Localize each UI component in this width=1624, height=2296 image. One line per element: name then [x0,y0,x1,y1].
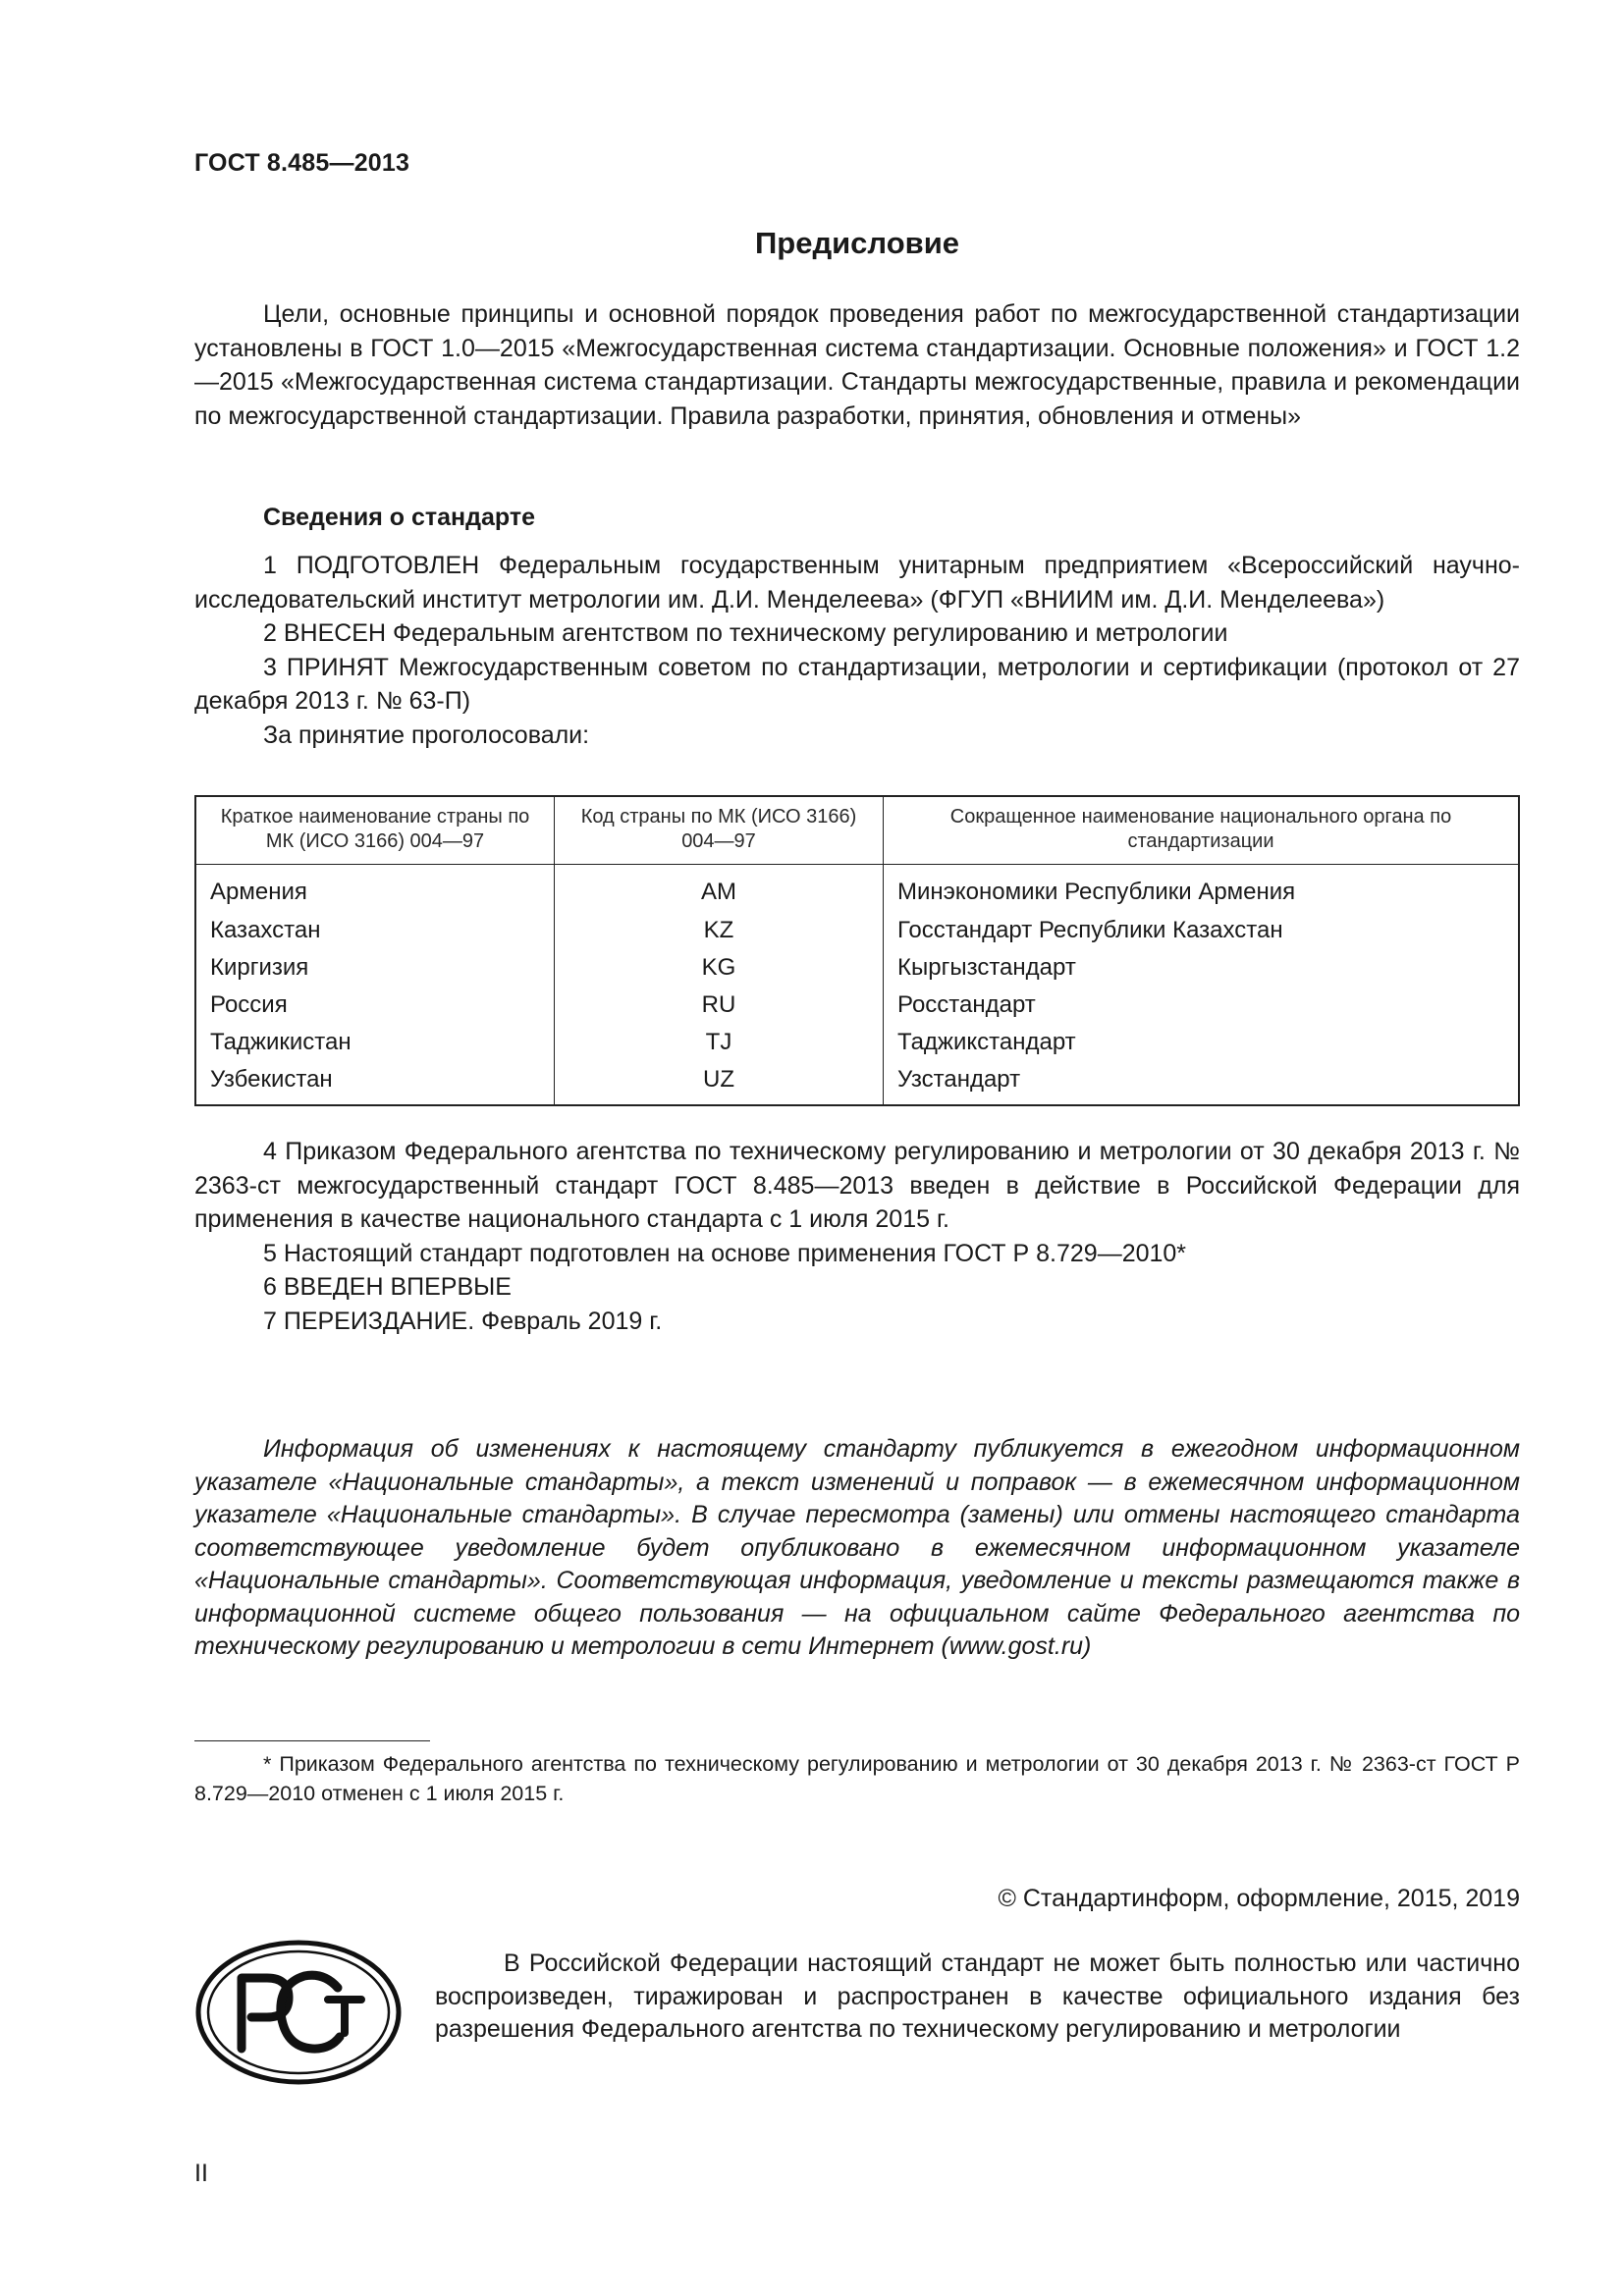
item-adopted: 3 ПРИНЯТ Межгосударственным советом по стандартизации, метрологии и сертификации (протокол от 27 декабря 2013 г. № 63-П) [194,653,1520,715]
country-code-cell: TJ [555,1024,884,1061]
rst-certification-mark-icon [194,1939,403,2086]
table-row [195,865,1519,913]
standards-body-cell: Узстандарт [884,1061,1520,1105]
table-row [195,949,1519,987]
preface-paragraph: Цели, основные принципы и основной порядок проведения работ по межгосударственной стандартизации установлены в ГОСТ 1.0—2015 «Межгосударственная система стандартизации. Основные положения» и ГОСТ 1.2—2015 «Межгосударственная система стандартизации. Стандарты межгосударственные, правила и рекомендации по межгосударственной стандартизации. Правила разработки, принятия, обновления и отмены» [194,300,1520,430]
table-row [195,912,1519,949]
country-code-cell: KG [555,949,884,987]
item-prepared: 1 ПОДГОТОВЛЕН Федеральным государственным унитарным предприятием «Всероссийский научно-исследовательский институт метрологии им. Д.И. Менделеева» (ФГУП «ВНИИМ им. Д.И. Менделеева») [194,552,1520,614]
about-items-before-table [194,549,1520,752]
voting-countries-table [194,795,1520,1106]
standards-body-cell: Кыргызстандарт [884,949,1520,987]
changes-info-notice: Информация об изменениях к настоящему стандарту публикуется в ежегодном информационном указателе «Национальные стандарты», а текст изменений и поправок — в ежемесячном информационном указателе «Национальные стандарты». В случае пересмотра (замены) или отмены настоящего стандарта соответствующее уведомление будет опубликовано в ежемесячном информационном указателе «Национальные стандарты». Соответствующая информация, уведомление и тексты размещаются также в информационной системе общего пользования — на официальном сайте Федерального агентства по техническому регулированию и метрологии в сети Интернет (www.gost.ru) [194,1435,1520,1660]
country-name-cell: Казахстан [195,912,555,949]
country-code-cell: AM [555,865,884,913]
document-code: ГОСТ 8.485—2013 [194,149,410,177]
preface-section [194,297,1520,433]
item-reissue: 7 ПЕРЕИЗДАНИЕ. Февраль 2019 г. [263,1307,663,1335]
about-standard-heading: Сведения о стандарте [263,504,536,531]
standards-body-cell: Таджикстандарт [884,1024,1520,1061]
copyright-notice: © Стандартинформ, оформление, 2015, 2019 [998,1885,1520,1912]
rights-notice: В Российской Федерации настоящий стандарт не может быть полностью или частично воспроизведен, тиражирован и распространен в качестве официального издания без разрешения Федерального агентства по техническому регулированию и метрологии [435,1949,1520,2043]
page-number: II [194,2160,208,2187]
standards-body-cell: Минэкономики Республики Армения [884,865,1520,913]
country-code-cell: UZ [555,1061,884,1105]
item-voted: За принятие проголосовали: [263,721,590,749]
table-row [195,987,1519,1024]
country-code-cell: RU [555,987,884,1024]
standards-body-cell: Росстандарт [884,987,1520,1024]
country-name-cell: Таджикистан [195,1024,555,1061]
header-standards-body: Сокращенное наименование национального органа по стандартизации [884,796,1520,865]
country-name-cell: Армения [195,865,555,913]
table-row [195,1024,1519,1061]
header-country-code: Код страны по МК (ИСО 3166) 004—97 [555,796,884,865]
country-code-cell: KZ [555,912,884,949]
item-basis: 5 Настоящий стандарт подготовлен на основе применения ГОСТ Р 8.729—2010* [263,1239,1187,1267]
item-enacted: 4 Приказом Федерального агентства по техническому регулированию и метрологии от 30 декабря 2013 г. № 2363-ст межгосударственный стандарт ГОСТ 8.485—2013 введен в действие в Российской Федерации для применения в качестве национального стандарта с 1 июля 2015 г. [194,1138,1520,1233]
footnote: * Приказом Федерального агентства по техническому регулированию и метрологии от 30 декабря 2013 г. № 2363-ст ГОСТ Р 8.729—2010 отменен с 1 июля 2015 г. [194,1752,1520,1805]
country-name-cell: Россия [195,987,555,1024]
country-name-cell: Киргизия [195,949,555,987]
item-introduced: 2 ВНЕСЕН Федеральным агентством по техническому регулированию и метрологии [263,619,1228,647]
footnote-divider [194,1740,430,1741]
item-first-introduced: 6 ВВЕДЕН ВПЕРВЫЕ [263,1273,512,1301]
page-title: Предисловие [754,226,959,260]
standards-body-cell: Госстандарт Республики Казахстан [884,912,1520,949]
header-country-name: Краткое наименование страны по МК (ИСО 3166) 004—97 [195,796,555,865]
country-name-cell: Узбекистан [195,1061,555,1105]
about-items-after-table [194,1135,1520,1338]
document-page [194,0,1520,2296]
table-row [195,1061,1519,1105]
table-header-row [195,796,1519,865]
